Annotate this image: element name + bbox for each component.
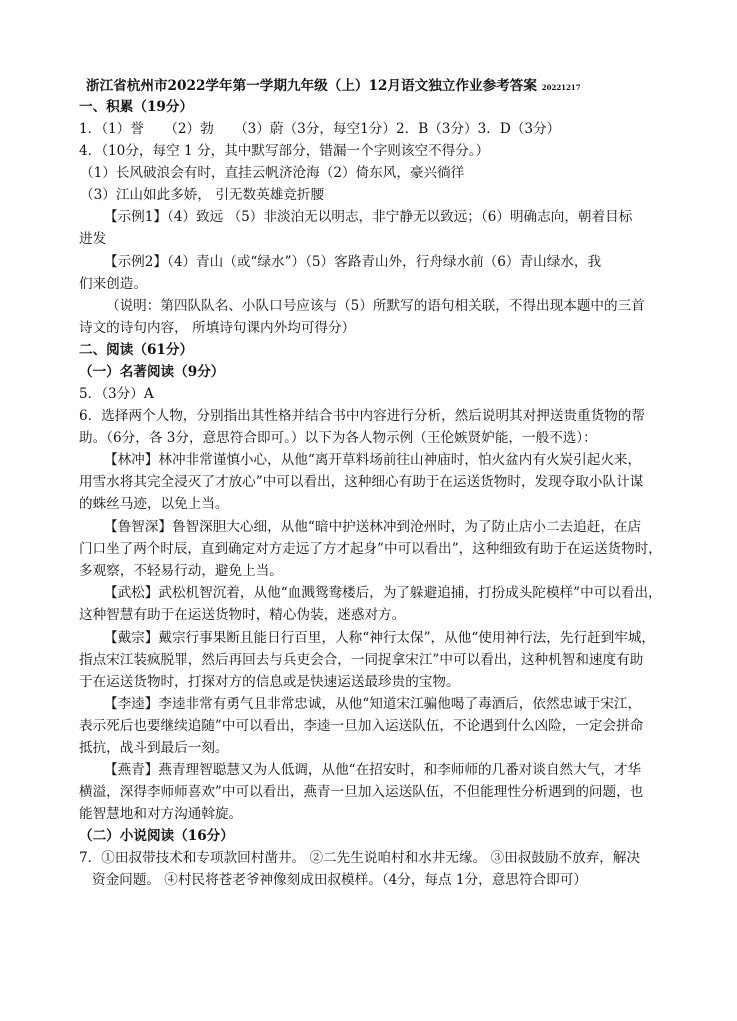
document-title: [86, 76, 581, 98]
section-heading-reading: 二、阅读（61分）: [79, 342, 194, 358]
example-lin-chong: 【林冲】林冲非常谨慎小心，从他“离开草料场前往山神庙时，怕火盆内有火炭引起火来，: [104, 452, 642, 468]
answer-q4-note-cont: 诗文的诗句内容， 所填诗句课内外均可得分）: [79, 320, 356, 336]
example-lu-zhishen-2: 门口坐了两个时辰，直到确定对方走远了方才起身”中可以看出”，这种细致有助于在运送货物时，: [79, 541, 662, 557]
answer-q7-cont: 资金问题。 ④村民将苍老爷神像刻成田叔模样。（4分，每点 1分，意思符合即可）: [92, 872, 587, 888]
answer-q6-cont: 助。（6分，各 3分，意思符合即可。）以下为各人物示例（王伦嫉贤妒能，一般不选）：: [79, 430, 597, 446]
answer-q4-line-a: （1）长风破浪会有时，直挂云帆济沧海（2）倚东风，豪兴徜徉: [80, 165, 465, 181]
example-wu-song: 【武松】武松机智沉着，从他“血溅鸳鸯楼后，为了躲避追捕，打扮成头陀模样”中可以看出，: [104, 585, 662, 601]
answer-q4-example2: 【示例2】（4）青山（或“绿水”）（5）客路青山外，行舟绿水前（6）青山绿水，我: [104, 254, 602, 270]
answer-q4: 4．（10分，每空 1 分，其中默写部分，错漏一个字则该空不得分。）: [79, 143, 490, 159]
subsection-heading-classics: （一）名著阅读（9分）: [79, 364, 225, 380]
answer-q5: 5．（3分）A: [79, 386, 154, 402]
example-lu-zhishen-3: 多观察，不轻易行动，避免上当。: [79, 563, 283, 579]
subsection-heading-novel: （二）小说阅读（16分）: [79, 828, 234, 844]
example-wu-song-2: 这种智慧有助于在运送货物时，精心伪装，迷惑对方。: [79, 607, 406, 623]
example-yan-qing-3: 能智慧地和对方沟通斡旋。: [79, 806, 243, 822]
example-lu-zhishen: 【鲁智深】鲁智深胆大心细，从他“暗中护送林冲到沧州时，为了防止店小二去追赶，在店: [104, 519, 642, 535]
section-heading-accumulation: 一、积累（19分）: [79, 99, 194, 115]
example-li-kui-2: 表示死后也要继续追随”中可以看出，李逵一旦加入运送队伍，不论遇到什么凶险，一定会拼命: [79, 718, 644, 734]
answer-q4-note: （说明：第四队队名、小队口号应该与（5）所默写的语句相关联，不得出现本题中的三首: [106, 298, 645, 314]
example-yan-qing-2: 横溢，深得李师师喜欢”中可以看出，燕青一旦加入运送队伍，不但能理性分析遇到的问题，也: [79, 784, 644, 800]
answer-q4-line-b: （3）江山如此多娇， 引无数英雄竞折腰: [80, 187, 325, 203]
answer-q7: 7．①田叔带技术和专项款回村凿井。 ②二先生说咱村和水井无缘。 ③田叔鼓励不放弃，解决: [79, 850, 641, 866]
example-li-kui-3: 抵抗，战斗到最后一刻。: [79, 740, 229, 756]
title-date: 20221217: [541, 83, 581, 92]
example-lin-chong-2: 用雪水将其完全浸灭了才放心”中可以看出，这种细心有助于在运送货物时，发现夺取小队计谋: [79, 474, 644, 490]
example-dai-zong-3: 于在运送货物时，打探对方的信息或是快速运送最珍贵的宝物。: [79, 674, 460, 690]
answer-q1-3: 1．（1）誉 （2）勃 （3）蔚（3分，每空1分）2．B（3分）3．D（3分）: [79, 121, 561, 137]
answer-q4-example1-cont: 进发: [79, 231, 107, 247]
answer-q4-example1: 【示例1】（4）致远 （5）非淡泊无以明志，非宁静无以致远；（6）明确志向，朝着目标: [104, 209, 633, 225]
example-dai-zong-2: 指点宋江装疯脱罪，然后再回去与兵吏会合，一同捉拿宋江”中可以看出，这种机智和速度有助: [79, 652, 644, 668]
example-yan-qing: 【燕青】燕青理智聪慧又为人低调，从他“在招安时，和李师师的几番对谈自然大气，才华: [104, 762, 642, 778]
answer-q4-example2-cont: 们来创造。: [79, 276, 147, 292]
example-lin-chong-3: 的蛛丝马迹，以免上当。: [79, 496, 229, 512]
title-main: 浙江省杭州市2022学年第一学期九年级（上）12月语文独立作业参考答案: [86, 78, 537, 94]
example-dai-zong: 【戴宗】戴宗行事果断且能日行百里，人称“神行太保”，从他“使用神行法，先行赶到牢城，: [104, 630, 656, 646]
answer-q6: 6．选择两个人物，分别指出其性格并结合书中内容进行分析，然后说明其对押送贵重货物的帮: [79, 408, 645, 424]
example-li-kui: 【李逵】李逵非常有勇气且非常忠诚，从他“知道宋江骗他喝了毒酒后，依然忠诚于宋江，: [104, 696, 642, 712]
